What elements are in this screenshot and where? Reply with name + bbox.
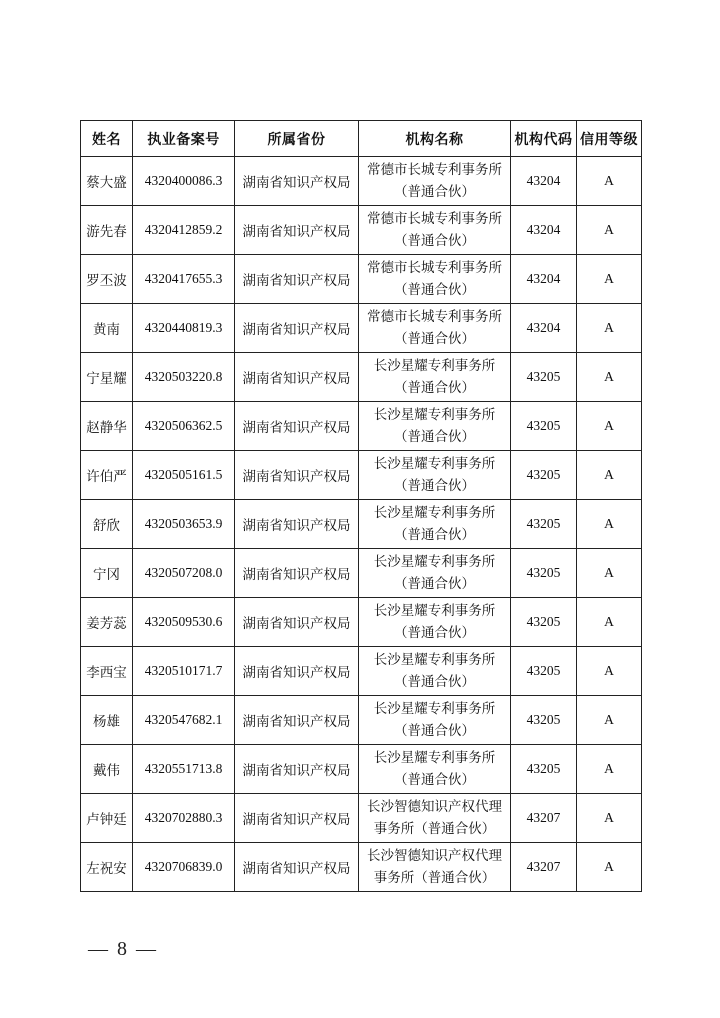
cell-province: 湖南省知识产权局 [235, 745, 359, 794]
cell-name: 舒欣 [81, 500, 133, 549]
cell-filing-number: 4320440819.3 [133, 304, 235, 353]
org-name-line-2: 事务所（普通合伙） [373, 870, 496, 886]
org-name-line-2: （普通合伙） [394, 674, 475, 690]
cell-filing-number: 4320507208.0 [133, 549, 235, 598]
cell-org-code: 43205 [511, 451, 577, 500]
agent-credit-table [80, 120, 642, 892]
cell-province: 湖南省知识产权局 [235, 598, 359, 647]
cell-filing-number: 4320551713.8 [133, 745, 235, 794]
cell-org-name [359, 745, 511, 794]
cell-name: 罗丕波 [81, 255, 133, 304]
header-province: 所属省份 [235, 121, 359, 157]
cell-org-name [359, 843, 511, 892]
org-name-line-1: 长沙星耀专利事务所 [373, 554, 496, 570]
org-name-line-2: （普通合伙） [394, 233, 475, 249]
cell-province: 湖南省知识产权局 [235, 500, 359, 549]
cell-org-code: 43205 [511, 598, 577, 647]
cell-org-code: 43205 [511, 745, 577, 794]
header-org-code: 机构代码 [511, 121, 577, 157]
cell-credit-grade: A [577, 255, 642, 304]
cell-filing-number: 4320547682.1 [133, 696, 235, 745]
cell-org-code: 43205 [511, 549, 577, 598]
org-name-line-1: 常德市长城专利事务所 [367, 211, 502, 227]
cell-filing-number: 4320400086.3 [133, 157, 235, 206]
table-row [81, 402, 642, 451]
cell-name: 许伯严 [81, 451, 133, 500]
org-name-line-1: 长沙星耀专利事务所 [373, 407, 496, 423]
cell-credit-grade: A [577, 794, 642, 843]
cell-name: 蔡大盛 [81, 157, 133, 206]
cell-province: 湖南省知识产权局 [235, 402, 359, 451]
cell-province: 湖南省知识产权局 [235, 255, 359, 304]
table-row [81, 451, 642, 500]
cell-name: 黄南 [81, 304, 133, 353]
org-name-line-1: 长沙星耀专利事务所 [373, 358, 496, 374]
cell-org-name [359, 696, 511, 745]
org-name-line-2: （普通合伙） [394, 576, 475, 592]
cell-province: 湖南省知识产权局 [235, 157, 359, 206]
org-name-line-2: （普通合伙） [394, 527, 475, 543]
org-name-line-2: 事务所（普通合伙） [373, 821, 496, 837]
table-row [81, 598, 642, 647]
cell-org-name [359, 255, 511, 304]
table-row [81, 647, 642, 696]
cell-filing-number: 4320417655.3 [133, 255, 235, 304]
cell-name: 赵静华 [81, 402, 133, 451]
cell-filing-number: 4320505161.5 [133, 451, 235, 500]
header-filing-number: 执业备案号 [133, 121, 235, 157]
cell-org-code: 43207 [511, 843, 577, 892]
cell-credit-grade: A [577, 402, 642, 451]
cell-name: 左祝安 [81, 843, 133, 892]
org-name-line-2: （普通合伙） [394, 478, 475, 494]
org-name-line-1: 长沙星耀专利事务所 [373, 505, 496, 521]
cell-filing-number: 4320506362.5 [133, 402, 235, 451]
table-row [81, 500, 642, 549]
org-name-line-2: （普通合伙） [394, 625, 475, 641]
header-credit-grade: 信用等级 [577, 121, 642, 157]
table-row [81, 549, 642, 598]
org-name-line-1: 长沙智德知识产权代理 [367, 799, 502, 815]
cell-credit-grade: A [577, 206, 642, 255]
cell-credit-grade: A [577, 598, 642, 647]
cell-province: 湖南省知识产权局 [235, 206, 359, 255]
cell-name: 李西宝 [81, 647, 133, 696]
table-row [81, 696, 642, 745]
cell-org-code: 43207 [511, 794, 577, 843]
cell-org-name [359, 794, 511, 843]
cell-province: 湖南省知识产权局 [235, 647, 359, 696]
cell-name: 杨雄 [81, 696, 133, 745]
org-name-line-2: （普通合伙） [394, 723, 475, 739]
cell-org-name [359, 304, 511, 353]
cell-filing-number: 4320503220.8 [133, 353, 235, 402]
table-row [81, 745, 642, 794]
cell-name: 戴伟 [81, 745, 133, 794]
cell-credit-grade: A [577, 157, 642, 206]
table-body [81, 157, 642, 892]
cell-org-code: 43205 [511, 402, 577, 451]
cell-org-name [359, 598, 511, 647]
cell-org-code: 43205 [511, 696, 577, 745]
cell-org-name [359, 451, 511, 500]
cell-org-name [359, 549, 511, 598]
cell-credit-grade: A [577, 500, 642, 549]
org-name-line-2: （普通合伙） [394, 429, 475, 445]
cell-credit-grade: A [577, 745, 642, 794]
org-name-line-1: 长沙星耀专利事务所 [373, 750, 496, 766]
cell-org-code: 43204 [511, 255, 577, 304]
org-name-line-1: 长沙星耀专利事务所 [373, 603, 496, 619]
cell-org-name [359, 157, 511, 206]
org-name-line-1: 常德市长城专利事务所 [367, 309, 502, 325]
cell-province: 湖南省知识产权局 [235, 353, 359, 402]
org-name-line-1: 常德市长城专利事务所 [367, 260, 502, 276]
header-org-name: 机构名称 [359, 121, 511, 157]
cell-credit-grade: A [577, 696, 642, 745]
table-row [81, 157, 642, 206]
cell-name: 宁星耀 [81, 353, 133, 402]
header-name: 姓名 [81, 121, 133, 157]
cell-credit-grade: A [577, 304, 642, 353]
cell-name: 卢钟廷 [81, 794, 133, 843]
cell-filing-number: 4320412859.2 [133, 206, 235, 255]
header-row [81, 121, 642, 157]
cell-credit-grade: A [577, 843, 642, 892]
org-name-line-2: （普通合伙） [394, 282, 475, 298]
org-name-line-2: （普通合伙） [394, 331, 475, 347]
cell-filing-number: 4320503653.9 [133, 500, 235, 549]
cell-org-code: 43204 [511, 157, 577, 206]
cell-org-name [359, 500, 511, 549]
page-number: — 8 — [88, 938, 158, 960]
cell-filing-number: 4320706839.0 [133, 843, 235, 892]
cell-credit-grade: A [577, 549, 642, 598]
cell-credit-grade: A [577, 353, 642, 402]
org-name-line-1: 常德市长城专利事务所 [367, 162, 502, 178]
cell-org-name [359, 206, 511, 255]
cell-org-name [359, 353, 511, 402]
cell-name: 宁冈 [81, 549, 133, 598]
table-row [81, 304, 642, 353]
cell-filing-number: 4320702880.3 [133, 794, 235, 843]
cell-credit-grade: A [577, 647, 642, 696]
org-name-line-1: 长沙智德知识产权代理 [367, 848, 502, 864]
org-name-line-2: （普通合伙） [394, 772, 475, 788]
cell-credit-grade: A [577, 451, 642, 500]
cell-province: 湖南省知识产权局 [235, 696, 359, 745]
org-name-line-2: （普通合伙） [394, 184, 475, 200]
cell-org-code: 43205 [511, 647, 577, 696]
cell-name: 姜芳蕊 [81, 598, 133, 647]
cell-province: 湖南省知识产权局 [235, 549, 359, 598]
cell-province: 湖南省知识产权局 [235, 451, 359, 500]
org-name-line-2: （普通合伙） [394, 380, 475, 396]
org-name-line-1: 长沙星耀专利事务所 [373, 456, 496, 472]
table-header [81, 121, 642, 157]
cell-filing-number: 4320509530.6 [133, 598, 235, 647]
cell-org-code: 43205 [511, 353, 577, 402]
cell-province: 湖南省知识产权局 [235, 794, 359, 843]
cell-province: 湖南省知识产权局 [235, 843, 359, 892]
cell-org-name [359, 647, 511, 696]
org-name-line-1: 长沙星耀专利事务所 [373, 701, 496, 717]
cell-province: 湖南省知识产权局 [235, 304, 359, 353]
org-name-line-1: 长沙星耀专利事务所 [373, 652, 496, 668]
cell-org-code: 43204 [511, 206, 577, 255]
table-row [81, 353, 642, 402]
cell-org-code: 43205 [511, 500, 577, 549]
table-row [81, 843, 642, 892]
table-row [81, 255, 642, 304]
cell-name: 游先春 [81, 206, 133, 255]
cell-org-code: 43204 [511, 304, 577, 353]
table-row [81, 206, 642, 255]
cell-org-name [359, 402, 511, 451]
cell-filing-number: 4320510171.7 [133, 647, 235, 696]
table-row [81, 794, 642, 843]
